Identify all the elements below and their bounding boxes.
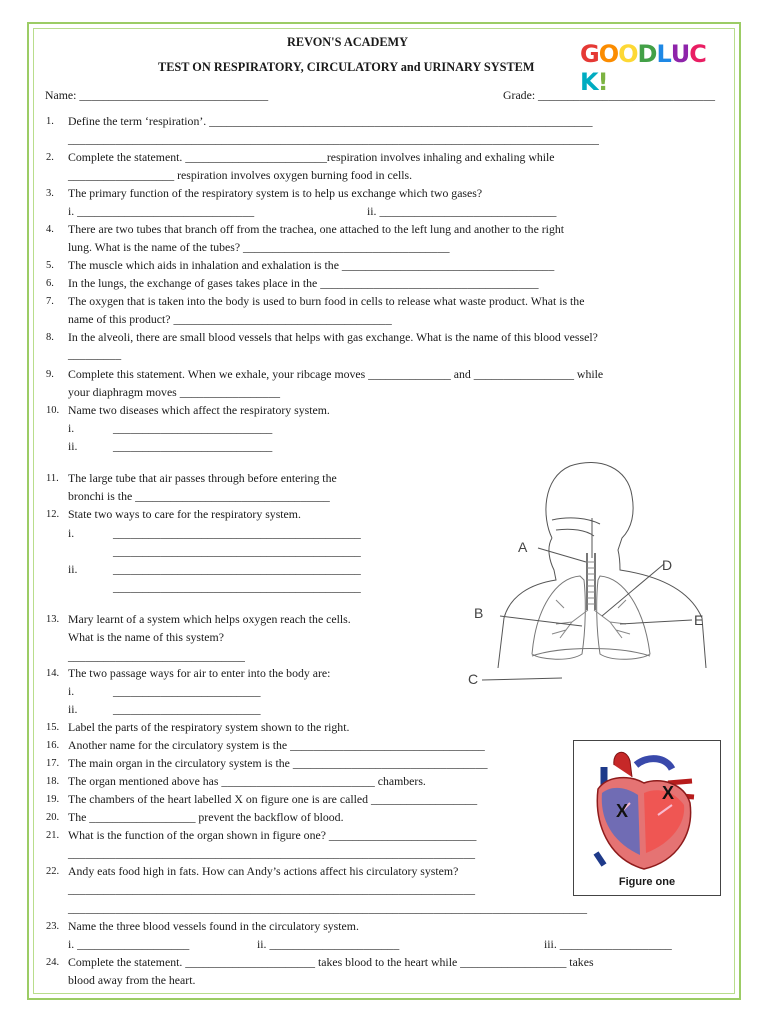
logo-letter: C <box>689 40 706 68</box>
question-2-text-line2: __________________ respiration involves oxygen burning food in cells. <box>68 168 413 182</box>
body-outline <box>498 463 706 668</box>
question-number: 20. <box>46 812 60 823</box>
question-number: 3. <box>46 188 54 199</box>
question-22-text: Andy eats food high in fats. How can Andy’s actions affect his circulatory system? <box>68 864 459 878</box>
question-4-text-line2: lung. What is the name of the tubes? ___________________________________ <box>68 240 450 254</box>
question-23-text: Name the three blood vessels found in the circulatory system. <box>68 919 359 933</box>
question-number: 1. <box>46 116 54 127</box>
goodluck-logo <box>580 40 710 96</box>
question-14-part-label: i. <box>68 684 75 698</box>
question-number: 12. <box>46 509 60 520</box>
question-20-text: The __________________ prevent the backflow of blood. <box>68 810 344 824</box>
question-14-text: The two passage ways for air to enter into the body are: <box>68 666 331 680</box>
question-number: 22. <box>46 866 60 877</box>
question-number: 13. <box>46 614 60 625</box>
question-9-text: Complete this statement. When we exhale, your ribcage moves ______________ and _________________ while <box>68 367 604 381</box>
question-7-text: The oxygen that is taken into the body is used to burn food in cells to release what waste product. What is the <box>68 294 585 308</box>
question-10-part-label: i. <box>68 421 75 435</box>
logo-letter: D <box>637 40 657 68</box>
question-number: 4. <box>46 224 54 235</box>
figure-one-box <box>573 740 721 896</box>
trachea-rings <box>587 562 595 604</box>
question-5-text: The muscle which aids in inhalation and exhalation is the ____________________________________ <box>68 258 555 272</box>
logo-letter: O <box>598 40 619 68</box>
figure-caption: Figure one <box>618 876 676 888</box>
question-3-part-ii[interactable]: ii. ______________________________ <box>367 204 557 218</box>
question-13-text: Mary learnt of a system which helps oxygen reach the cells. <box>68 612 351 626</box>
question-24-text: Complete the statement. ______________________ takes blood to the heart while __________________ takes <box>68 955 594 969</box>
question-12-answer-line[interactable]: __________________________________________ <box>113 562 361 576</box>
question-2-text: Complete the statement. ________________________respiration involves inhaling and exhaling while <box>68 150 555 164</box>
question-number: 7. <box>46 296 54 307</box>
question-16-text: Another name for the circulatory system is the _________________________________ <box>68 738 485 752</box>
question-number: 17. <box>46 758 60 769</box>
question-7-text-line2: name of this product? _____________________________________ <box>68 312 392 326</box>
logo-letter: ! <box>597 68 608 96</box>
bronchi <box>552 600 630 638</box>
question-number: 16. <box>46 740 60 751</box>
diagram-label-d: D <box>662 557 673 573</box>
name-field[interactable]: Name: ________________________________ <box>45 88 269 102</box>
question-23-part-i[interactable]: i. ___________________ <box>68 937 190 951</box>
diagram-label-a: A <box>518 539 528 555</box>
question-12-part-label: ii. <box>68 562 78 576</box>
question-22-answer-line[interactable]: ________________________________________________________________________________________ <box>68 901 588 915</box>
question-21-text: What is the function of the organ shown in figure one? _________________________ <box>68 828 477 842</box>
test-title: TEST ON RESPIRATORY, CIRCULATORY and URINARY SYSTEM <box>158 60 535 74</box>
question-number: 6. <box>46 278 54 289</box>
question-10-answer-line[interactable]: ___________________________ <box>113 439 273 453</box>
grade-field[interactable]: Grade: ______________________________ <box>503 88 715 102</box>
respiratory-system-diagram <box>460 458 710 714</box>
question-17-text: The main organ in the circulatory system is the _________________________________ <box>68 756 488 770</box>
question-3-text: The primary function of the respiratory system is to help us exchange which two gases? <box>68 186 483 200</box>
question-18-text: The organ mentioned above has __________________________ chambers. <box>68 774 426 788</box>
question-11-text: The large tube that air passes through before entering the <box>68 471 337 485</box>
diagram-label-b: B <box>474 605 484 621</box>
diagram-label-c: C <box>468 671 479 687</box>
question-10-text: Name two diseases which affect the respiratory system. <box>68 403 330 417</box>
question-number: 5. <box>46 260 54 271</box>
question-19-text: The chambers of the heart labelled X on figure one is are called __________________ <box>68 792 478 806</box>
question-number: 11. <box>46 473 59 484</box>
question-1-text: Define the term ‘respiration’. _________________________________________________________________ <box>68 114 593 128</box>
question-number: 15. <box>46 722 60 733</box>
logo-letter: G <box>580 40 599 68</box>
pulmonary-artery <box>636 759 672 769</box>
question-12-answer-line[interactable]: __________________________________________ <box>113 580 361 594</box>
question-13-answer-line[interactable]: ______________________________ <box>68 649 245 663</box>
question-number: 24. <box>46 957 60 968</box>
question-8-text: In the alveoli, there are small blood vessels that helps with gas exchange. What is the name of this blood vessel? <box>68 330 598 344</box>
question-22-answer-line[interactable]: _____________________________________________________________________ <box>68 882 475 896</box>
logo-letter: L <box>656 40 671 68</box>
question-12-part-label: i. <box>68 526 75 540</box>
question-8-answer-line[interactable]: _________ <box>68 347 122 361</box>
question-number: 10. <box>46 405 60 416</box>
school-name: REVON'S ACADEMY <box>287 35 409 49</box>
question-12-text: State two ways to care for the respiratory system. <box>68 507 301 521</box>
question-13-text-line2: What is the name of this system? <box>68 630 224 644</box>
question-number: 23. <box>46 921 60 932</box>
question-number: 19. <box>46 794 60 805</box>
question-9-text-line2: your diaphragm moves _________________ <box>68 385 280 399</box>
question-number: 2. <box>46 152 54 163</box>
question-11-text-line2: bronchi is the _________________________________ <box>68 489 330 503</box>
question-1-answer-line[interactable]: __________________________________________________________________________________________ <box>68 132 599 146</box>
question-number: 9. <box>46 369 54 380</box>
question-24-text-line2: blood away from the heart. <box>68 973 196 987</box>
question-14-answer-line[interactable]: _________________________ <box>113 684 261 698</box>
diagram-label-e: E <box>694 612 704 628</box>
question-10-answer-line[interactable]: ___________________________ <box>113 421 273 435</box>
question-4-text: There are two tubes that branch off from the trachea, one attached to the left lung and another to the right <box>68 222 565 236</box>
question-14-answer-line[interactable]: _________________________ <box>113 702 261 716</box>
question-number: 21. <box>46 830 60 841</box>
heart-diagram <box>574 743 720 875</box>
chamber-x-label: X <box>616 801 629 821</box>
question-number: 14. <box>46 668 60 679</box>
logo-letter: O <box>618 40 638 68</box>
vena-cava-lower <box>596 853 604 865</box>
question-21-answer-line[interactable]: _____________________________________________________________________ <box>68 846 475 860</box>
question-12-answer-line[interactable]: __________________________________________ <box>113 526 361 540</box>
question-10-part-label: ii. <box>68 439 78 453</box>
question-number: 18. <box>46 776 60 787</box>
question-23-part-ii[interactable]: ii. ______________________ <box>257 937 400 951</box>
question-12-answer-line[interactable]: __________________________________________ <box>113 544 361 558</box>
aorta <box>614 752 632 777</box>
question-14-part-label: ii. <box>68 702 78 716</box>
logo-letter: K <box>580 68 598 96</box>
logo-letter: U <box>670 40 690 68</box>
lungs-outline <box>532 576 650 659</box>
question-6-text: In the lungs, the exchange of gases takes place in the _____________________________________ <box>68 276 539 290</box>
question-15-text: Label the parts of the respiratory system shown to the right. <box>68 720 350 734</box>
question-3-part-i[interactable]: i. ______________________________ <box>68 204 255 218</box>
question-23-part-iii[interactable]: iii. ___________________ <box>544 937 672 951</box>
question-number: 8. <box>46 332 54 343</box>
chamber-x-label: X <box>662 783 675 803</box>
